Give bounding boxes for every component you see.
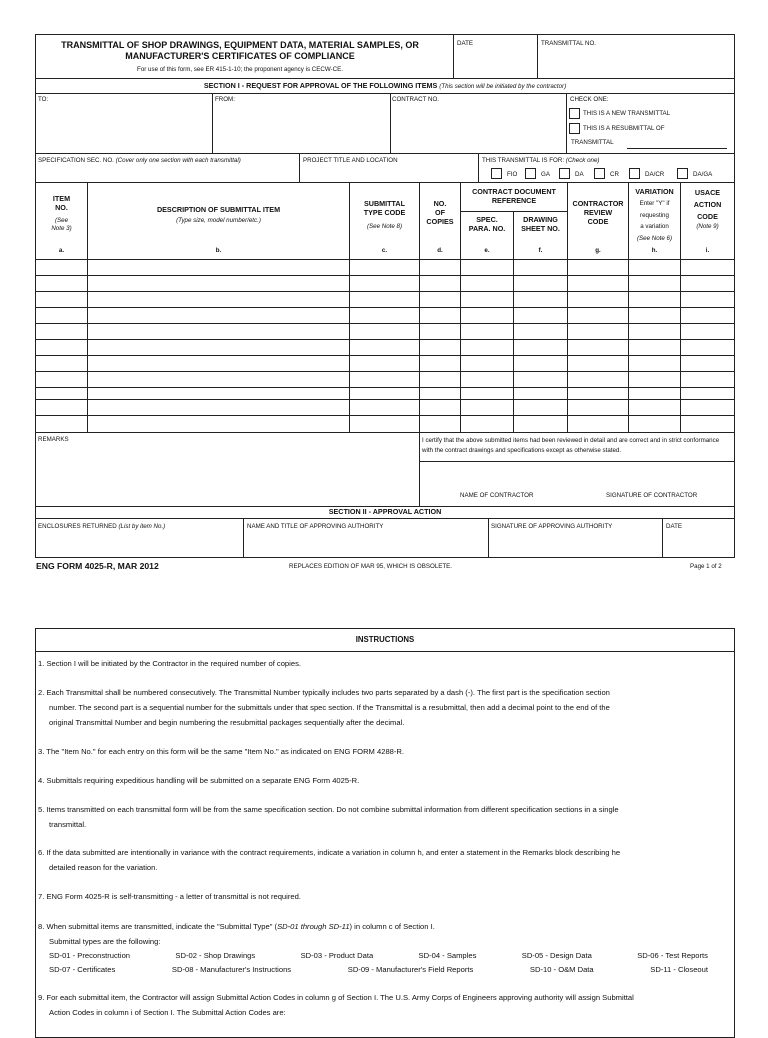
submittal-type-sd09: SD-09 - Manufacturer's Field Reports (347, 965, 474, 974)
col-crc-line1: CONTRACTOR (572, 199, 624, 208)
col-variation-note (629, 198, 680, 244)
col-crc-line2: REVIEW (583, 208, 613, 217)
col-letter-a: a. (58, 247, 65, 254)
col-variation-note1: Enter "Y" if (639, 200, 670, 207)
spec-sec-note: (Cover only one section with each transmittal) (115, 157, 241, 164)
transmittal-for-note: (Check one) (565, 157, 600, 164)
col-usace-line1: USACE (694, 188, 721, 197)
da-ga-checkbox[interactable] (677, 168, 688, 179)
col-drawing-sheet-header (514, 215, 567, 233)
instruction-8-line1 (38, 919, 738, 934)
table-row[interactable] (35, 307, 735, 308)
resubmittal-label: THIS IS A RESUBMITTAL OF (583, 125, 665, 132)
instruction-9 (38, 990, 738, 1020)
submittal-type-sd01: SD-01 - Preconstruction (49, 951, 131, 960)
col-description-note: (Type size, model number/etc.) (176, 217, 261, 224)
check-one-label: CHECK ONE: (570, 96, 609, 103)
col-letter-h: h. (651, 247, 658, 254)
col-type-code-note: (See Note 8) (366, 223, 403, 230)
project-title-label: PROJECT TITLE AND LOCATION (303, 157, 398, 164)
replaces-note: REPLACES EDITION OF MAR 95, WHICH IS OBSOLETE. (289, 563, 452, 570)
instruction-2 (38, 685, 738, 730)
section1-note: (This section will be initiated by the contractor) (439, 83, 567, 90)
col-item-no-header (36, 194, 87, 212)
form-title (40, 40, 440, 62)
transmittal-no-label: TRANSMITTAL NO. (541, 40, 597, 47)
col-cdr-line1: CONTRACT DOCUMENT (472, 187, 556, 196)
ga-label: GA (541, 171, 550, 178)
submittal-type-sd08: SD-08 - Manufacturer's Instructions (171, 965, 292, 974)
da-cr-checkbox[interactable] (629, 168, 640, 179)
instruction-6-line1: 6. If the data submitted are intentionally in variance with the contract requirements, indicate a variation in column h, and enter a statement in the Remarks block describing he (38, 848, 621, 857)
instruction-1: 1. Section I will be initiated by the Contractor in the required number of copies. (38, 659, 301, 668)
col-description-header: DESCRIPTION OF SUBMITTAL ITEM (156, 205, 281, 214)
col-drawing-line2: SHEET NO. (521, 224, 560, 233)
table-row[interactable] (35, 387, 735, 388)
col-crc-line3: CODE (587, 217, 609, 226)
approval-date-label: DATE (666, 523, 683, 530)
da-cr-label: DA/CR (645, 171, 665, 178)
instruction-6-line2: detailed reason for the variation. (49, 863, 158, 872)
form-subtitle: For use of this form, see ER 415-1-10; the proponent agency is CECW-CE. (137, 66, 343, 73)
submittal-types-row1 (38, 949, 708, 963)
instruction-5 (38, 802, 738, 832)
enclosures-note: (List by item No.) (118, 523, 166, 530)
instruction-4: 4. Submittals requiring expeditious handling will be submitted on a separate ENG Form 4025-R. (38, 776, 360, 785)
da-label: DA (575, 171, 584, 178)
col-copies-line2: OF (435, 208, 445, 217)
col-item-no-line1: ITEM (52, 194, 71, 203)
instruction-3: 3. The "Item No." for each entry on this form will be the same "Item No." as indicated on ENG FORM 4288-R. (38, 747, 405, 756)
col-letter-c: c. (381, 247, 388, 254)
contract-no-label: CONTRACT NO. (392, 96, 439, 103)
table-row[interactable] (35, 339, 735, 340)
col-spec-line2: PARA. NO. (468, 224, 506, 233)
new-transmittal-checkbox[interactable] (569, 108, 580, 119)
resubmittal-checkbox[interactable] (569, 123, 580, 134)
submittal-type-sd11: SD-11 - Closeout (650, 965, 708, 974)
certify-text: I certify that the above submitted items had been reviewed in detail and are correct and in strict conformance with the contract drawings and specifications except as otherwise stated. (422, 437, 720, 454)
col-item-note-line2: Note 3) (51, 224, 72, 232)
col-variation-note3: a variation (640, 223, 669, 230)
submittal-type-sd03: SD-03 - Product Data (300, 951, 374, 960)
col-spec-line1: SPEC. (476, 215, 498, 224)
cr-label: CR (610, 171, 619, 178)
instruction-8 (38, 919, 738, 977)
fio-checkbox[interactable] (491, 168, 502, 179)
approving-name-label: NAME AND TITLE OF APPROVING AUTHORITY (247, 523, 384, 530)
resubmittal-transmittal-label: TRANSMITTAL (571, 139, 614, 146)
new-transmittal-label: THIS IS A NEW TRANSMITTAL (583, 110, 671, 117)
table-row[interactable] (35, 371, 735, 372)
approving-signature-label: SIGNATURE OF APPROVING AUTHORITY (491, 523, 613, 530)
col-usace-line3: CODE (697, 212, 718, 221)
submittal-type-sd02: SD-02 - Shop Drawings (175, 951, 256, 960)
submittal-type-sd06: SD-06 - Test Reports (637, 951, 708, 960)
col-copies-line3: COPIES (426, 217, 454, 226)
col-type-code-header (350, 199, 419, 217)
transmittal-for-text: THIS TRANSMITTAL IS FOR: (482, 157, 565, 164)
table-row[interactable] (35, 275, 735, 276)
col-item-no-line2: NO. (55, 203, 68, 212)
col-contract-doc-header (461, 187, 567, 205)
date-label: DATE (457, 40, 474, 47)
instruction-8-pre: 8. When submittal items are transmitted, indicate the "Submittal Type" ( (38, 922, 278, 931)
col-variation-note2: requesting (640, 211, 669, 219)
col-letter-d: d. (437, 247, 443, 254)
col-copies-line1: NO. (433, 199, 447, 208)
form-title-line2: MANUFACTURER'S CERTIFICATES OF COMPLIANCE (125, 51, 355, 61)
instruction-7: 7. ENG Form 4025-R is self-transmitting - a letter of transmittal is not required. (38, 892, 301, 901)
submittal-type-sd10: SD-10 - O&M Data (529, 965, 594, 974)
da-checkbox[interactable] (559, 168, 570, 179)
instruction-8-em: SD-01 through SD-11 (277, 922, 350, 931)
section2-title: SECTION II - APPROVAL ACTION (328, 507, 442, 516)
signature-of-contractor-label: SIGNATURE OF CONTRACTOR (606, 492, 698, 499)
spec-sec-label (38, 157, 241, 165)
resubmittal-number-field[interactable] (627, 148, 727, 149)
submittal-type-sd07: SD-07 - Certificates (49, 965, 116, 974)
table-row[interactable] (35, 415, 735, 416)
instruction-9-line2: Action Codes in column i of Section I. The Submittal Action Codes are: (49, 1008, 286, 1017)
section1-title-text: SECTION I - REQUEST FOR APPROVAL OF THE FOLLOWING ITEMS (203, 81, 438, 90)
col-usace-line2: ACTION (693, 200, 722, 209)
table-row[interactable] (35, 432, 735, 433)
fio-label: FIO (507, 171, 518, 178)
instruction-9-line1: 9. For each submittal item, the Contractor will assign Submittal Action Codes in column g of Section I. The U.S. Army Corps of Engineers approving authority will assign Submittal (38, 993, 634, 1002)
col-letter-b: b. (215, 247, 222, 254)
instruction-8-line2: Submittal types are the following: (49, 937, 161, 946)
col-variation-header: VARIATION (635, 187, 674, 196)
submittal-type-sd05: SD-05 - Design Data (521, 951, 592, 960)
table-row[interactable] (35, 355, 735, 356)
col-copies-header (420, 199, 460, 226)
page-number: Page 1 of 2 (690, 563, 722, 570)
col-variation-note4: (See Note 6) (636, 234, 673, 242)
instruction-5-line1: 5. Items transmitted on each transmittal form will be from the same specification section. Do not combine submittal information from different specification sections in a single (38, 805, 619, 814)
col-letter-i: i. (705, 247, 710, 254)
da-ga-label: DA/GA (693, 171, 713, 178)
instruction-2-line3: original Transmittal Number and begin numbering the resubmittal packages sequentially after the decimal. (49, 718, 405, 727)
col-type-code-line2: TYPE CODE (363, 208, 406, 217)
instructions-title: INSTRUCTIONS (355, 635, 415, 644)
to-label: TO: (38, 96, 49, 103)
form-id: ENG FORM 4025-R, MAR 2012 (36, 561, 159, 571)
instruction-2-line2: number. The second part is a sequential number for the submittals under that spec section. If the Transmittal is a resubmittal, then add a decimal point to the end of the (49, 703, 610, 712)
col-letter-f: f. (538, 247, 543, 254)
from-label: FROM: (215, 96, 235, 103)
enclosures-label (38, 523, 165, 531)
col-cdr-line2: REFERENCE (491, 196, 537, 205)
col-item-no-note (36, 217, 87, 233)
form-title-line1: TRANSMITTAL OF SHOP DRAWINGS, EQUIPMENT DATA, MATERIAL SAMPLES, OR (61, 40, 419, 50)
ga-checkbox[interactable] (525, 168, 536, 179)
spec-sec-text: SPECIFICATION SEC. NO. (38, 157, 114, 164)
col-letter-g: g. (595, 247, 601, 254)
table-row[interactable] (35, 399, 735, 400)
instruction-2-line1: 2. Each Transmittal shall be numbered consecutively. The Transmittal Number typically includes two parts separated by a dash (-). The first part is the specification section (38, 688, 610, 697)
cr-checkbox[interactable] (594, 168, 605, 179)
col-usace-header (681, 187, 734, 223)
col-letter-e: e. (484, 247, 490, 254)
transmittal-for-label (482, 157, 599, 165)
enclosures-text: ENCLOSURES RETURNED (38, 523, 117, 530)
col-drawing-line1: DRAWING (523, 215, 558, 224)
submittal-types-row2 (38, 963, 708, 977)
col-spec-para-header (461, 215, 513, 233)
submittal-type-sd04: SD-04 - Samples (418, 951, 477, 960)
section1-title (35, 81, 735, 91)
col-usace-note: (Note 9) (696, 223, 719, 230)
name-of-contractor-label: NAME OF CONTRACTOR (460, 492, 534, 499)
instruction-6 (38, 845, 738, 875)
remarks-label: REMARKS (38, 436, 69, 443)
instruction-5-line2: transmittal. (49, 820, 87, 829)
table-row[interactable] (35, 291, 735, 292)
col-item-note-line1: (See (54, 217, 69, 224)
col-type-code-line1: SUBMITTAL (364, 199, 405, 208)
instruction-8-post: ) in column c of Section I. (349, 922, 435, 931)
table-row[interactable] (35, 323, 735, 324)
col-contractor-review-header (568, 199, 628, 226)
